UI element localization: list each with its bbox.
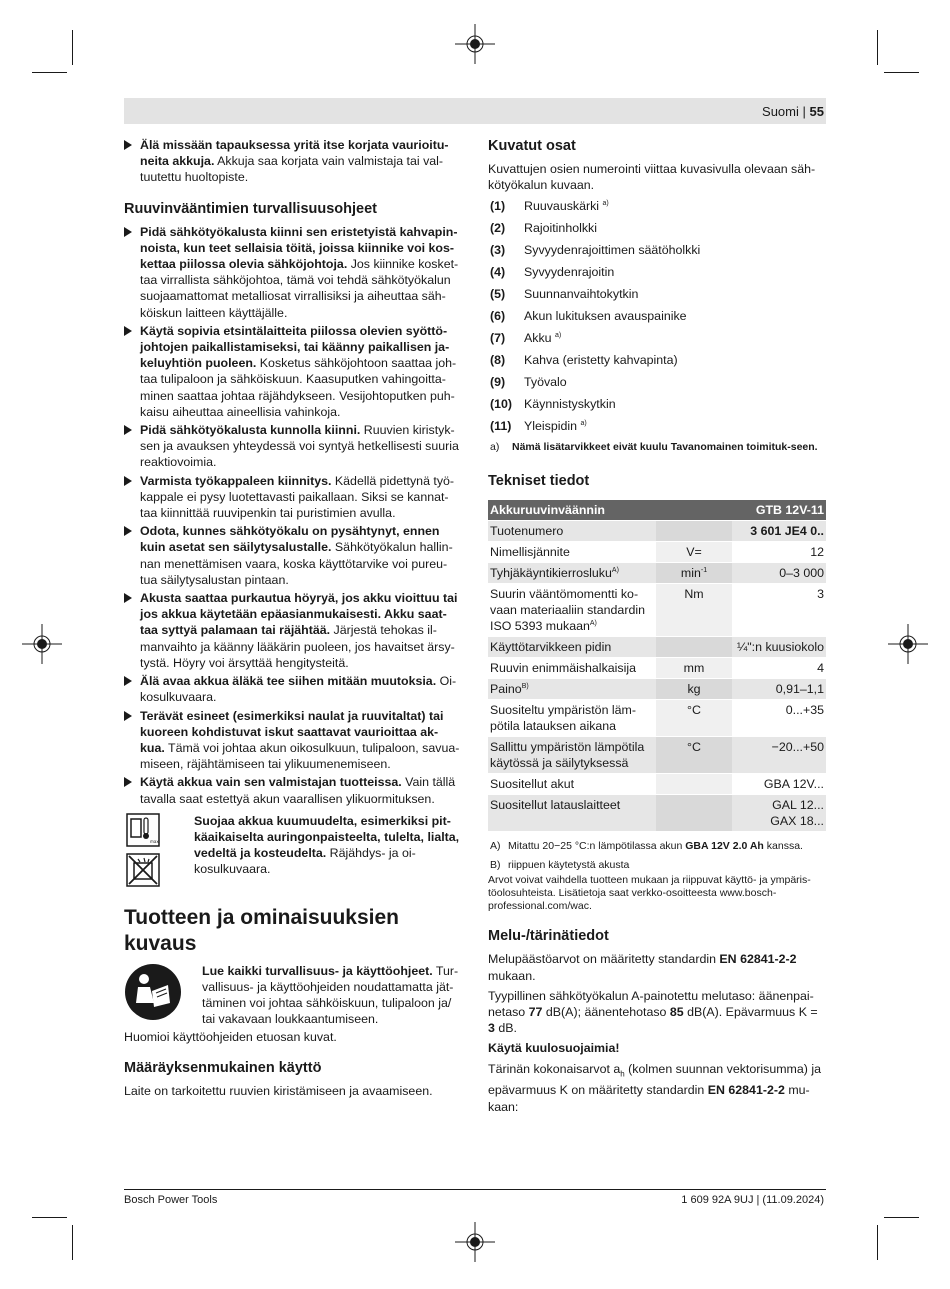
t: EN 62841-2-2	[719, 952, 797, 967]
spec-label-cell	[488, 658, 656, 679]
spec-row	[488, 774, 826, 795]
bullet-text: Järjestä tehokas il-manvaihto ja käänny lääkärin puoleen, jos havaitset ärsy-tystä. Höyry voi ärsyttää hengitysteitä.	[140, 623, 455, 670]
spec-value: 3 601 JE4 0..	[732, 521, 826, 542]
note-text: riippuen käytetystä akusta	[508, 859, 630, 872]
part-label: Syvyydenrajoittimen säätöholkki	[524, 243, 701, 258]
spec-label-cell	[488, 584, 656, 637]
spec-row	[488, 658, 826, 679]
safety-bullet	[124, 708, 460, 773]
spec-unit: mm	[683, 661, 705, 676]
spec-label: Suositeltu ympäristön läm-pötila latauksen aikana	[490, 703, 636, 734]
note-tail: kanssa.	[763, 840, 803, 853]
part-sup: a)	[555, 332, 562, 340]
safety-bullet	[124, 323, 460, 420]
part-number: (2)	[490, 221, 506, 236]
spec-value: 3	[732, 584, 826, 637]
vibration-text	[488, 1061, 826, 1115]
spec-value: −20...+50	[732, 737, 826, 774]
part-label: Työvalo	[524, 375, 567, 390]
no-water-icon	[126, 853, 160, 887]
spec-label-cell	[488, 563, 656, 584]
spec-unit-sup: -1	[700, 567, 708, 575]
crop-mark	[32, 72, 67, 73]
safety-bullet	[124, 422, 460, 471]
bullet-arrow-icon	[124, 777, 132, 787]
bullet-arrow-icon	[124, 476, 132, 486]
crop-mark	[72, 1225, 73, 1260]
crop-mark	[884, 1217, 919, 1218]
registration-mark-top	[455, 24, 495, 64]
spec-label: Tuotenumero	[490, 524, 564, 539]
part-item	[488, 263, 826, 285]
bullet-bold: Pidä sähkötyökalusta kunnolla kiinni.	[140, 423, 361, 438]
bullet-bold: Akusta saattaa purkautua höyryä, jos akku vioittuu tai jos akkua käytetään epäasianmukaisesti. Akku saat-taa syttyä palamaan tai räjähtää.	[140, 591, 458, 638]
spec-value: GAL 12... GAX 18...	[732, 795, 826, 832]
crop-mark	[72, 30, 73, 65]
part-item	[488, 351, 826, 373]
svg-text:max: max	[150, 838, 159, 844]
note-text: Mitattu 20−25 °C:n lämpötilassa akun	[508, 840, 686, 853]
t: EN 62841-2-2	[707, 1083, 785, 1098]
header-separator: |	[802, 104, 806, 119]
heat-warning-text: Räjähdys- ja oi-kosulkuvaara.	[194, 846, 416, 877]
part-label: Ruuvauskärki	[524, 199, 600, 214]
part-number: (5)	[490, 287, 506, 302]
spec-unit-cell	[656, 679, 732, 700]
spec-row	[488, 679, 826, 700]
part-item	[488, 417, 826, 439]
footnote-mark: a)	[490, 441, 500, 454]
bullet-arrow-icon	[124, 140, 132, 150]
crop-mark	[877, 1225, 878, 1260]
footer-brand: Bosch Power Tools	[124, 1194, 218, 1206]
heat-warning	[124, 813, 460, 889]
spec-label-cell	[488, 737, 656, 774]
table-note-a	[488, 840, 826, 853]
spec-unit: Nm	[684, 587, 704, 602]
bullet-bold: Älä avaa akkua äläkä tee siihen mitään muutoksia.	[140, 674, 437, 689]
noise-levels	[488, 988, 826, 1037]
spec-label-sup: A)	[589, 620, 597, 628]
part-item	[488, 307, 826, 329]
bullet-bold: Käytä sopivia etsintälaitteita piilossa olevien syöttö-johtojen paikallistamiseksi, tai käänny paikallisen ja-keluyhtiön puoleen.	[140, 323, 450, 371]
part-number: (11)	[490, 419, 512, 434]
spec-unit: V=	[686, 545, 702, 560]
bullet-text: Ruuvien kiristyk-sen ja avauksen yhteydessä voi syntyä hetkellisesti suuria reaktiovoimia.	[140, 423, 459, 470]
spec-label-cell	[488, 521, 656, 542]
t: dB.	[494, 1021, 517, 1036]
bullet-bold: Odota, kunnes sähkötyökalu on pysähtynyt, ennen kuin asetat sen säilytysalustalle.	[140, 524, 440, 555]
note-mark: B)	[490, 859, 501, 872]
crop-mark	[32, 1217, 67, 1218]
part-item	[488, 241, 826, 263]
spec-row	[488, 563, 826, 584]
crop-mark	[884, 72, 919, 73]
spec-value: GBA 12V...	[732, 774, 826, 795]
bullet-text: Sähkötyökalun hallin-nan menettämisen vaara, koska käyttötarvike voi pureu-tua säilytysalustan pintaan.	[140, 540, 453, 587]
header-bar	[124, 98, 826, 124]
spec-value: 4	[732, 658, 826, 679]
read-instructions-notice	[124, 963, 460, 1029]
spec-unit-cell	[656, 700, 732, 737]
spec-table	[488, 500, 826, 832]
spec-unit-cell	[656, 563, 732, 584]
spec-label: Suositellut latauslaitteet	[490, 798, 621, 813]
spec-label-cell	[488, 700, 656, 737]
spec-header-row	[488, 500, 826, 521]
part-sup: a)	[602, 200, 609, 208]
battery-temperature-icon	[126, 813, 160, 847]
spec-row	[488, 521, 826, 542]
safety-bullets	[124, 224, 460, 807]
spec-header-unit	[656, 500, 732, 521]
part-label: Syvyydenrajoitin	[524, 265, 615, 280]
t: Melupäästöarvot on määritetty standardin	[488, 952, 720, 967]
spec-label-sup: B)	[521, 683, 529, 691]
part-number: (9)	[490, 375, 506, 390]
t: Tärinän kokonaisarvot a	[488, 1061, 621, 1076]
spec-value: 12	[732, 542, 826, 563]
bullet-arrow-icon	[124, 425, 132, 435]
spec-label: Tyhjäkäyntikierrosluku	[490, 566, 612, 581]
bullet-arrow-icon	[124, 227, 132, 237]
header-language: Suomi	[762, 104, 799, 119]
spec-unit-cell	[656, 774, 732, 795]
parts-list	[488, 197, 826, 439]
spec-row	[488, 542, 826, 563]
table-note-b	[488, 859, 826, 872]
spec-label: Ruuvin enimmäishalkaisija	[490, 661, 636, 676]
bullet-bold: Terävät esineet (esimerkiksi naulat ja ruuvitaltat) tai kuoreen kohdistuvat iskut saattavat vaurioittaa ak-kua.	[140, 708, 444, 755]
spec-row	[488, 737, 826, 774]
part-label: Rajoitinholkki	[524, 221, 598, 236]
bullet-text: Jos kiinnike kosket-taa virrallista sähköjohtoa, tämä voi tehdä sähkötyökalun suojaamattomat metalliosat virrallisiksi ja aiheuttaa säh-köiskun laitteen käyttäjälle.	[140, 257, 459, 320]
part-number: (7)	[490, 331, 506, 346]
t: mukaan.	[488, 968, 536, 983]
product-description-title: Tuotteen ja ominaisuuksien kuvaus	[124, 905, 399, 955]
part-item	[488, 373, 826, 395]
part-label: Akun lukituksen avauspainike	[524, 309, 687, 324]
registration-mark-bottom	[455, 1222, 495, 1262]
spec-unit: kg	[687, 682, 701, 697]
read-notice-text: Tur-vallisuus- ja käyttöohjeiden noudattamatta jät-täminen voi johtaa sähköiskuun, tulipaloon ja/ tai vakavaan loukkaantumiseen.	[202, 963, 459, 1027]
part-item	[488, 329, 826, 351]
safety-bullet	[124, 774, 460, 806]
part-item	[488, 285, 826, 307]
left-column	[124, 137, 460, 1099]
bullet-text: Kädellä pidettynä työ-kappale ei pysy luotettavasti paikallaan. Siksi se kannat-taa kiinnittää ruuvipenkin tai puristimien avulla.	[140, 473, 455, 521]
bullet-arrow-icon	[124, 593, 132, 603]
safety-bullet	[124, 590, 460, 671]
noise-standard	[488, 951, 826, 983]
bullet-repair	[124, 137, 460, 186]
intended-use-text: Laite on tarkoitettu ruuvien kiristämiseen ja avaamiseen.	[124, 1083, 433, 1098]
spec-unit: min	[680, 566, 701, 581]
t: 3	[488, 1021, 495, 1036]
table-variance-note: Arvot voivat vaihdella tuotteen mukaan ja riippuvat käyttö- ja ympäris-töolosuhteista. Lisätietoja saat verkko-osoitteesta www.bosch-professional.com/wac.	[488, 874, 811, 913]
bullet-arrow-icon	[124, 711, 132, 721]
bullet-text: Vain tällä tavalla saat estettyä akun vaarallisen ylikuormituksen.	[140, 775, 456, 806]
parts-footnote	[488, 441, 826, 454]
spec-label: Sallittu ympäristön lämpötila käytössä ja säilytyksessä	[490, 740, 645, 771]
part-number: (8)	[490, 353, 506, 368]
spec-unit-cell	[656, 584, 732, 637]
footer-rule	[124, 1189, 826, 1190]
t: (kolmen suunnan vektorisumma) ja epävarmuus K on määritetty standardin	[488, 1061, 821, 1098]
part-item	[488, 219, 826, 241]
registration-mark-left	[22, 624, 62, 664]
part-number: (3)	[490, 243, 506, 258]
spec-label: Suositellut akut	[490, 777, 575, 792]
note-images: Huomioi käyttöohjeiden etuosan kuvat.	[124, 1029, 337, 1044]
part-label: Suunnanvaihtokytkin	[524, 287, 639, 302]
bullet-bold: Varmista työkappaleen kiinnitys.	[140, 473, 332, 488]
bullet-arrow-icon	[124, 326, 132, 336]
spec-header-model: Akkuruuvinväännin	[488, 500, 656, 521]
part-label: Käynnistyskytkin	[524, 397, 616, 412]
bullet-bold: Pidä sähkötyökalusta kiinni sen eristetyistä kahvapin-noista, kun teet sellaisia töitä, joissa kiinnike voi kos-kettaa piilossa olevia sähköjohtoja.	[140, 224, 458, 272]
footnote-text: Nämä lisätarvikkeet eivät kuulu Tavanomainen toimituk-seen.	[512, 441, 818, 454]
spec-unit-cell	[656, 795, 732, 832]
registration-mark-right	[888, 624, 928, 664]
t: h	[620, 1069, 625, 1079]
spec-label: Käyttötarvikkeen pidin	[490, 640, 612, 655]
spec-unit: °C	[687, 703, 701, 718]
spec-row	[488, 584, 826, 637]
safety-bullet	[124, 473, 460, 522]
bullet-arrow-icon	[124, 676, 132, 686]
part-number: (6)	[490, 309, 506, 324]
spec-row	[488, 795, 826, 832]
spec-label: Suurin vääntömomentti ko-vaan materiaaliin standardin ISO 5393 mukaan	[490, 587, 645, 634]
right-column	[488, 137, 826, 1115]
heat-warning-bold: Suojaa akkua kuumuudelta, esimerkiksi pit-käaikaiselta auringonpaisteelta, tulelta, lialta, vedeltä ja kosteudelta.	[194, 813, 460, 861]
spec-label-sup: A)	[611, 567, 619, 575]
ear-protection: Käytä kuulosuojaimia!	[488, 1041, 620, 1056]
bullet-text: Akkuja saa korjata vain valmistaja tai val-tuutettu huoltopiste.	[140, 154, 444, 185]
part-number: (10)	[490, 397, 513, 412]
footer-doc-number: 1 609 92A 9UJ | (11.09.2024)	[681, 1194, 824, 1206]
t: Tyypillinen sähkötyökalun A-painotettu melutaso: äänenpai-netaso	[488, 988, 814, 1020]
spec-value: 0...+35	[732, 700, 826, 737]
spec-row	[488, 700, 826, 737]
part-label: Akku	[524, 331, 552, 346]
crop-mark	[877, 30, 878, 65]
part-item	[488, 395, 826, 417]
t: dB(A); äänentehotaso	[542, 1005, 670, 1020]
spec-unit-cell	[656, 521, 732, 542]
t: mu-kaan:	[488, 1083, 810, 1114]
spec-unit: °C	[687, 740, 701, 755]
bullet-bold: Käytä akkua vain sen valmistajan tuotteissa.	[140, 775, 402, 790]
spec-unit-cell	[656, 637, 732, 658]
part-item	[488, 197, 826, 219]
spec-label-cell	[488, 795, 656, 832]
spec-label-cell	[488, 774, 656, 795]
spec-value: 0,91–1,1	[732, 679, 826, 700]
tech-data-title: Tekniset tiedot	[488, 473, 590, 490]
intended-use-title: Määräyksenmukainen käyttö	[124, 1059, 322, 1076]
spec-unit-cell	[656, 542, 732, 563]
part-number: (4)	[490, 265, 506, 280]
part-label: Kahva (eristetty kahvapinta)	[524, 353, 678, 368]
spec-header-type: GTB 12V-11	[732, 500, 826, 521]
safety-bullet	[124, 673, 460, 705]
bullet-bold: Älä missään tapauksessa yritä itse korjata vaurioitu-neita akkuja.	[140, 138, 449, 169]
spec-label-cell	[488, 542, 656, 563]
spec-value: ¼":n kuusiokolo	[732, 637, 826, 658]
spec-unit-cell	[656, 658, 732, 679]
spec-label: Nimellisjännite	[490, 545, 570, 560]
page-header	[762, 104, 824, 120]
parts-intro: Kuvattujen osien numerointi viittaa kuvasivulla olevaan säh-kötyökalun kuvaan.	[488, 162, 816, 193]
spec-label: Paino	[490, 682, 522, 697]
part-number: (1)	[490, 199, 506, 214]
safety-bullet	[124, 224, 460, 321]
safety-bullet	[124, 523, 460, 588]
section-screwdriver-safety: Ruuvinvääntimien turvallisuusohjeet	[124, 200, 377, 217]
read-notice-bold: Lue kaikki turvallisuus- ja käyttöohjeet.	[202, 963, 433, 978]
bullet-text: Kosketus sähköjohtoon saattaa joh-taa tulipaloon ja sähköiskuun. Kaasuputken vahingoitta-minen saattaa johtaa räjähdykseen. Vesijohtoputken puh-kaisu aiheuttaa aineellisia vahinkoja.	[140, 356, 457, 419]
note-bold: GBA 12V 2.0 Ah	[685, 840, 764, 853]
part-label: Yleispidin	[524, 419, 578, 434]
spec-row	[488, 637, 826, 658]
read-manual-icon	[124, 963, 182, 1021]
spec-unit-cell	[656, 737, 732, 774]
bullet-text: Oi-kosulkuvaara.	[140, 674, 457, 705]
page-number: 55	[809, 104, 824, 119]
part-sup: a)	[580, 420, 587, 428]
parts-title: Kuvatut osat	[488, 138, 576, 154]
t: 77	[528, 1005, 543, 1020]
spec-value: 0–3 000	[732, 563, 826, 584]
spec-label-cell	[488, 679, 656, 700]
t: dB(A). Epävarmuus K =	[683, 1005, 818, 1020]
noise-title: Melu-/tärinätiedot	[488, 928, 609, 945]
note-mark: A)	[490, 840, 501, 853]
bullet-text: Tämä voi johtaa akun oikosulkuun, tulipaloon, savua-miseen, räjähtämiseen tai ylikuumenemiseen.	[140, 740, 460, 772]
bullet-arrow-icon	[124, 526, 132, 536]
spec-label-cell	[488, 637, 656, 658]
t: 85	[669, 1005, 684, 1020]
